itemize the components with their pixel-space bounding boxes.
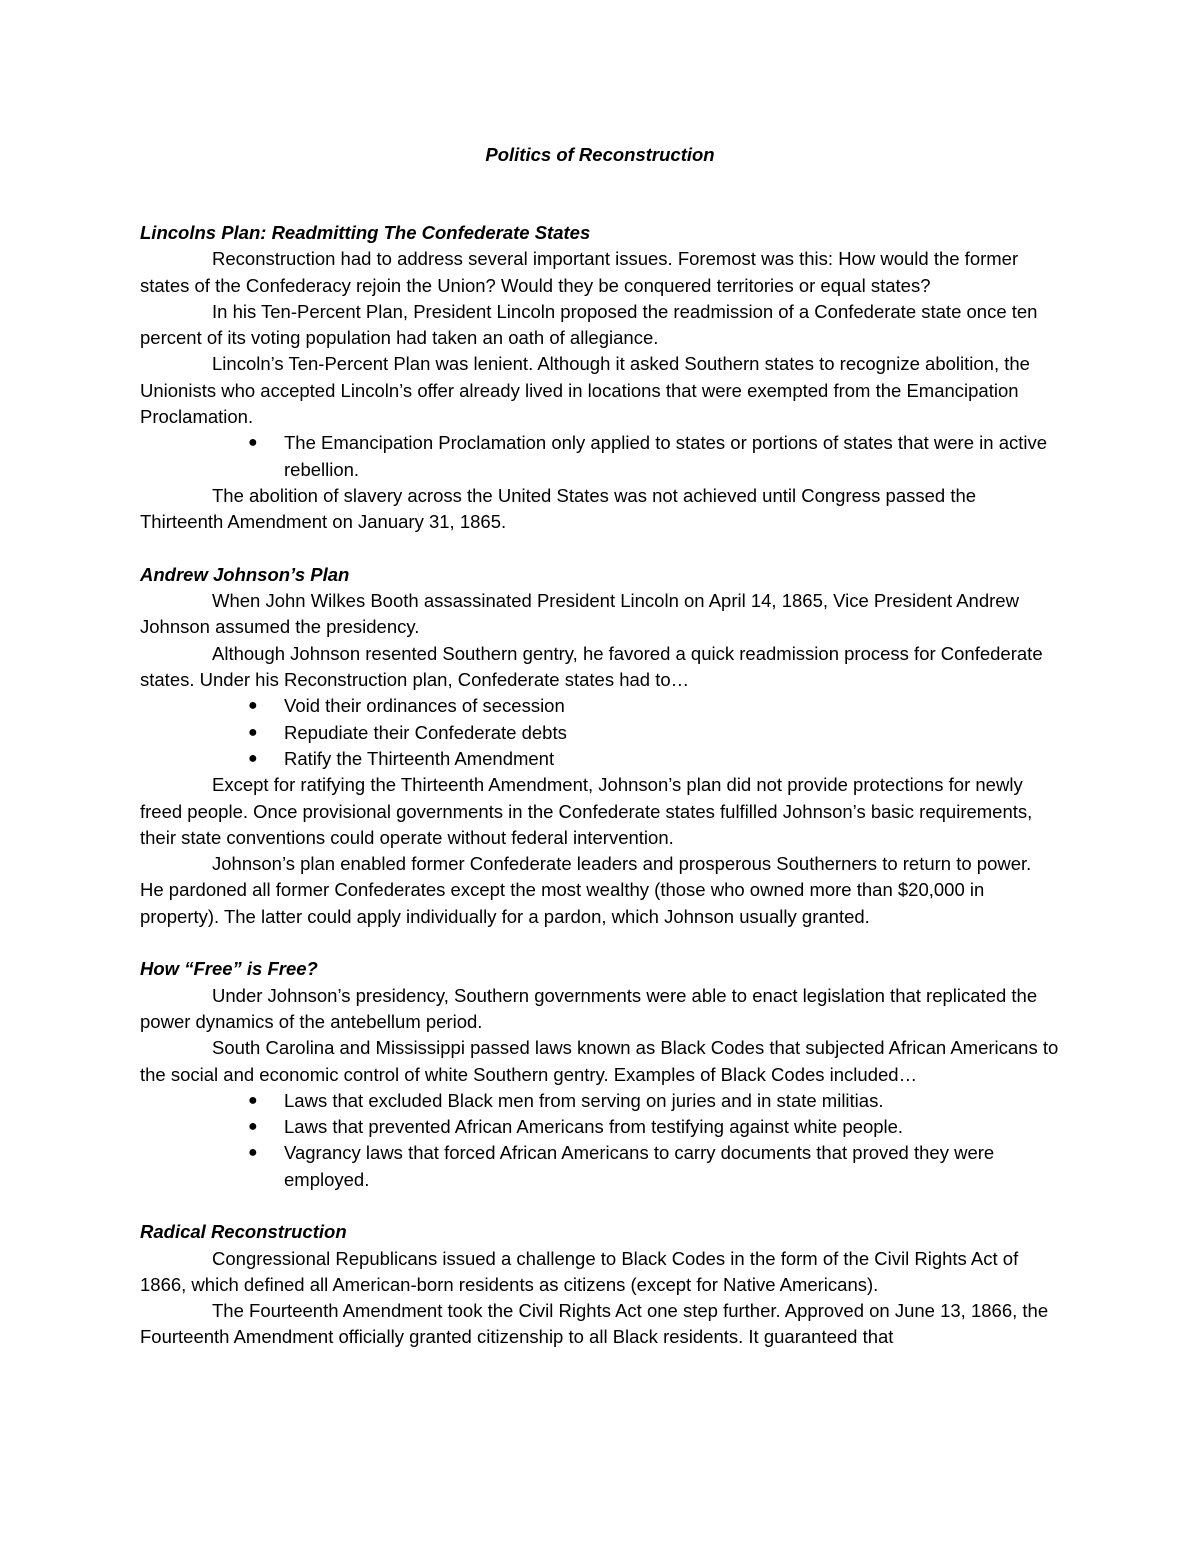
document-page [140, 130, 1060, 1351]
bullet-list [140, 693, 1060, 772]
bullet-icon: ● [248, 723, 258, 741]
spacer [140, 930, 1060, 956]
paragraph: Reconstruction had to address several important issues. Foremost was this: How would the former states of the Confederacy rejoin the Union? Would they be conquered territories or equal states? [140, 248, 1019, 296]
paragraph: Although Johnson resented Southern gentry, he favored a quick readmission process for Confederate states. Under his Reconstruction plan, Confederate states had to… [140, 642, 1043, 691]
bullet-icon: ● [248, 1118, 258, 1136]
paragraph: South Carolina and Mississippi passed laws known as Black Codes that subjected African Americans to the social and economic control of white Southern gentry. Examples of Black Codes included… [140, 1037, 1059, 1085]
spacer [140, 536, 1060, 562]
section-heading: Radical Reconstruction [140, 1221, 347, 1243]
spacer [140, 1193, 1060, 1219]
section-heading: Andrew Johnson’s Plan [140, 563, 350, 585]
list-item: ● Laws that excluded Black men from serving on juries and in state militias. [140, 1088, 1060, 1114]
paragraph: The Fourteenth Amendment took the Civil Rights Act one step further. Approved on June 13, 1866, the Fourteenth Amendment officially granted citizenship to all Black residents. It guaranteed that [140, 1300, 1049, 1348]
paragraph: When John Wilkes Booth assassinated President Lincoln on April 14, 1865, Vice President Andrew Johnson assumed the presidency. [140, 590, 1019, 638]
section-how-free [140, 956, 1060, 1193]
paragraph: Lincoln’s Ten-Percent Plan was lenient. Although it asked Southern states to recognize abolition, the Unionists who accepted Lincoln’s offer already lived in locations that were exempted from the Emancipation Proclamation. [140, 353, 1030, 428]
section-johnson-plan [140, 562, 1060, 930]
section-heading: Lincolns Plan: Readmitting The Confederate States [140, 222, 591, 243]
paragraph: In his Ten-Percent Plan, President Lincoln proposed the readmission of a Confederate state once ten percent of its voting population had taken an oath of allegiance. [140, 300, 1038, 349]
bullet-icon: ● [248, 434, 258, 452]
section-radical-reconstruction [140, 1219, 1060, 1350]
paragraph: Under Johnson’s presidency, Southern governments were able to enact legislation that replicated the power dynamics of the antebellum period. [140, 984, 1038, 1032]
list-item: ● Vagrancy laws that forced African Americans to carry documents that proved they were employed. [248, 1142, 995, 1190]
section-heading: How “Free” is Free? [140, 958, 318, 980]
list-item: ● Void their ordinances of secession [140, 693, 1060, 719]
bullet-list [140, 1088, 1060, 1193]
list-item: ● Laws that prevented African Americans from testifying against white people. [140, 1114, 1060, 1140]
spacer [140, 168, 1060, 220]
list-item: ● Repudiate their Confederate debts [140, 720, 1060, 746]
paragraph: The abolition of slavery across the United States was not achieved until Congress passed the Thirteenth Amendment on January 31, 1865. [140, 484, 977, 533]
bullet-icon: ● [248, 749, 258, 767]
bullet-list [140, 430, 1060, 483]
paragraph: Congressional Republicans issued a challenge to Black Codes in the form of the Civil Rights Act of 1866, which defined all American-born residents as citizens (except for Native Americans). [140, 1247, 1019, 1295]
list-item: ● The Emancipation Proclamation only applied to states or portions of states that were in active rebellion. [248, 432, 1048, 480]
paragraph: Except for ratifying the Thirteenth Amendment, Johnson’s plan did not provide protections for newly freed people. Once provisional governments in the Confederate states fulfilled Johnson’s basic requirements, their state conventions could operate without federal intervention. [140, 774, 1033, 848]
bullet-icon: ● [248, 697, 258, 715]
section-lincoln-plan [140, 220, 1060, 536]
paragraph: Johnson’s plan enabled former Confederate leaders and prosperous Southerners to return to power. He pardoned all former Confederates except the most wealthy (those who owned more than $20,000 in property). The latter could apply individually for a pardon, which Johnson usually granted. [140, 853, 1032, 927]
document-title: Politics of Reconstruction [485, 144, 715, 165]
bullet-icon: ● [248, 1091, 258, 1109]
bullet-icon: ● [248, 1144, 258, 1162]
list-item: ● Ratify the Thirteenth Amendment [140, 746, 1060, 772]
